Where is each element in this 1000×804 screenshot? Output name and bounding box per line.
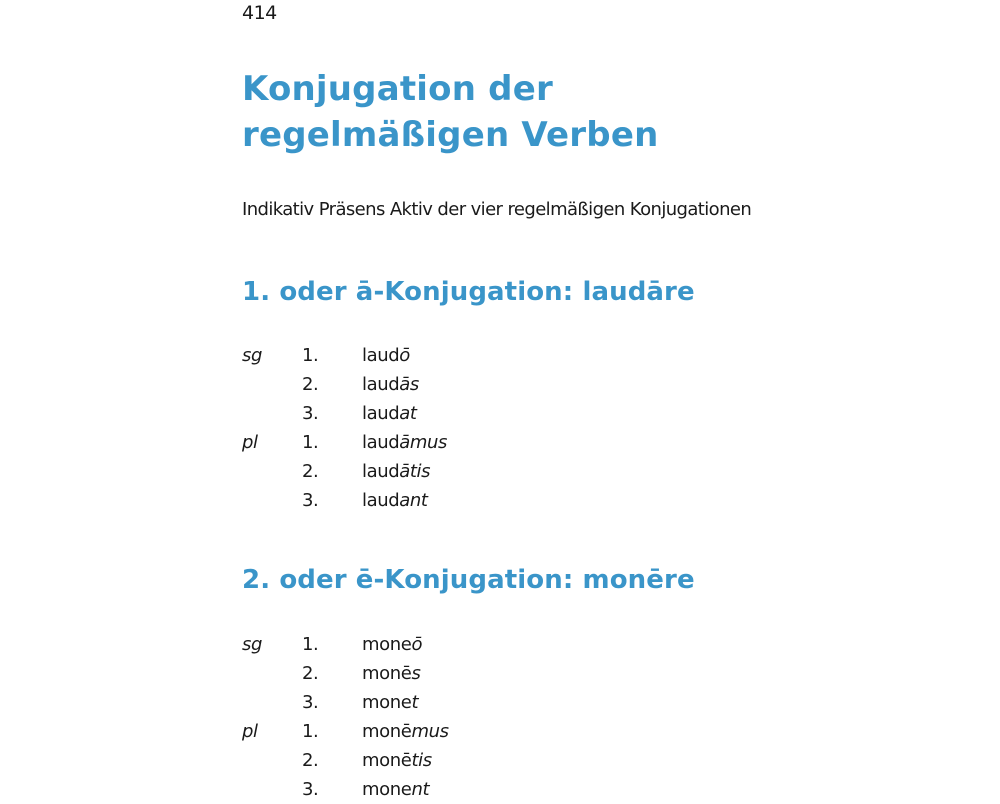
verb-ending: s (411, 663, 421, 684)
person-label: 3. (302, 779, 319, 800)
person-label: 3. (302, 403, 319, 424)
person-label: 2. (302, 663, 319, 684)
page-number: 414 (242, 2, 277, 24)
verb-ending: at (399, 403, 417, 424)
verb-stem: mone (362, 692, 412, 713)
verb-form (362, 630, 422, 659)
verb-ending: ō (411, 634, 423, 655)
number-label: sg (242, 345, 263, 366)
verb-ending: ātis (399, 461, 431, 482)
person-label: 1. (302, 721, 319, 742)
verb-form (362, 428, 447, 457)
verb-stem: monē (362, 721, 412, 742)
verb-ending: t (411, 692, 419, 713)
person-label: 1. (302, 634, 319, 655)
page-title (242, 66, 658, 158)
verb-stem: laud (362, 345, 400, 366)
verb-stem: laud (362, 432, 400, 453)
verb-form (362, 746, 432, 775)
verb-ending: tis (411, 750, 432, 771)
section-heading-a-conjugation: 1. oder ā-Konjugation: laudāre (242, 277, 695, 307)
person-label: 2. (302, 461, 319, 482)
verb-stem: monē (362, 750, 412, 771)
verb-stem: laud (362, 461, 400, 482)
verb-stem: mone (362, 779, 412, 800)
verb-form (362, 486, 428, 515)
verb-stem: laud (362, 374, 400, 395)
verb-stem: laud (362, 403, 400, 424)
number-label: pl (242, 721, 258, 742)
person-label: 1. (302, 432, 319, 453)
page-title-line-1: Konjugation der (242, 69, 553, 109)
page-title-line-2: regelmäßigen Verben (242, 115, 659, 155)
verb-ending: mus (411, 721, 449, 742)
verb-ending: ant (399, 490, 428, 511)
verb-ending: nt (411, 779, 430, 800)
person-label: 3. (302, 490, 319, 511)
verb-ending: ās (399, 374, 419, 395)
verb-stem: monē (362, 663, 412, 684)
person-label: 2. (302, 374, 319, 395)
subtitle: Indikativ Präsens Aktiv der vier regelmäßigen Konjugationen (242, 199, 752, 220)
verb-form (362, 688, 418, 717)
verb-ending: ō (399, 345, 410, 366)
verb-ending: āmus (399, 432, 448, 453)
verb-form (362, 370, 419, 399)
person-label: 1. (302, 345, 319, 366)
person-label: 3. (302, 692, 319, 713)
number-label: sg (242, 634, 263, 655)
number-label: pl (242, 432, 258, 453)
verb-form (362, 659, 420, 688)
verb-form (362, 717, 449, 746)
verb-form (362, 341, 410, 370)
verb-stem: mone (362, 634, 412, 655)
person-label: 2. (302, 750, 319, 771)
verb-form (362, 399, 417, 428)
verb-form (362, 457, 430, 486)
verb-stem: laud (362, 490, 400, 511)
section-heading-e-conjugation: 2. oder ē-Konjugation: monēre (242, 565, 695, 595)
